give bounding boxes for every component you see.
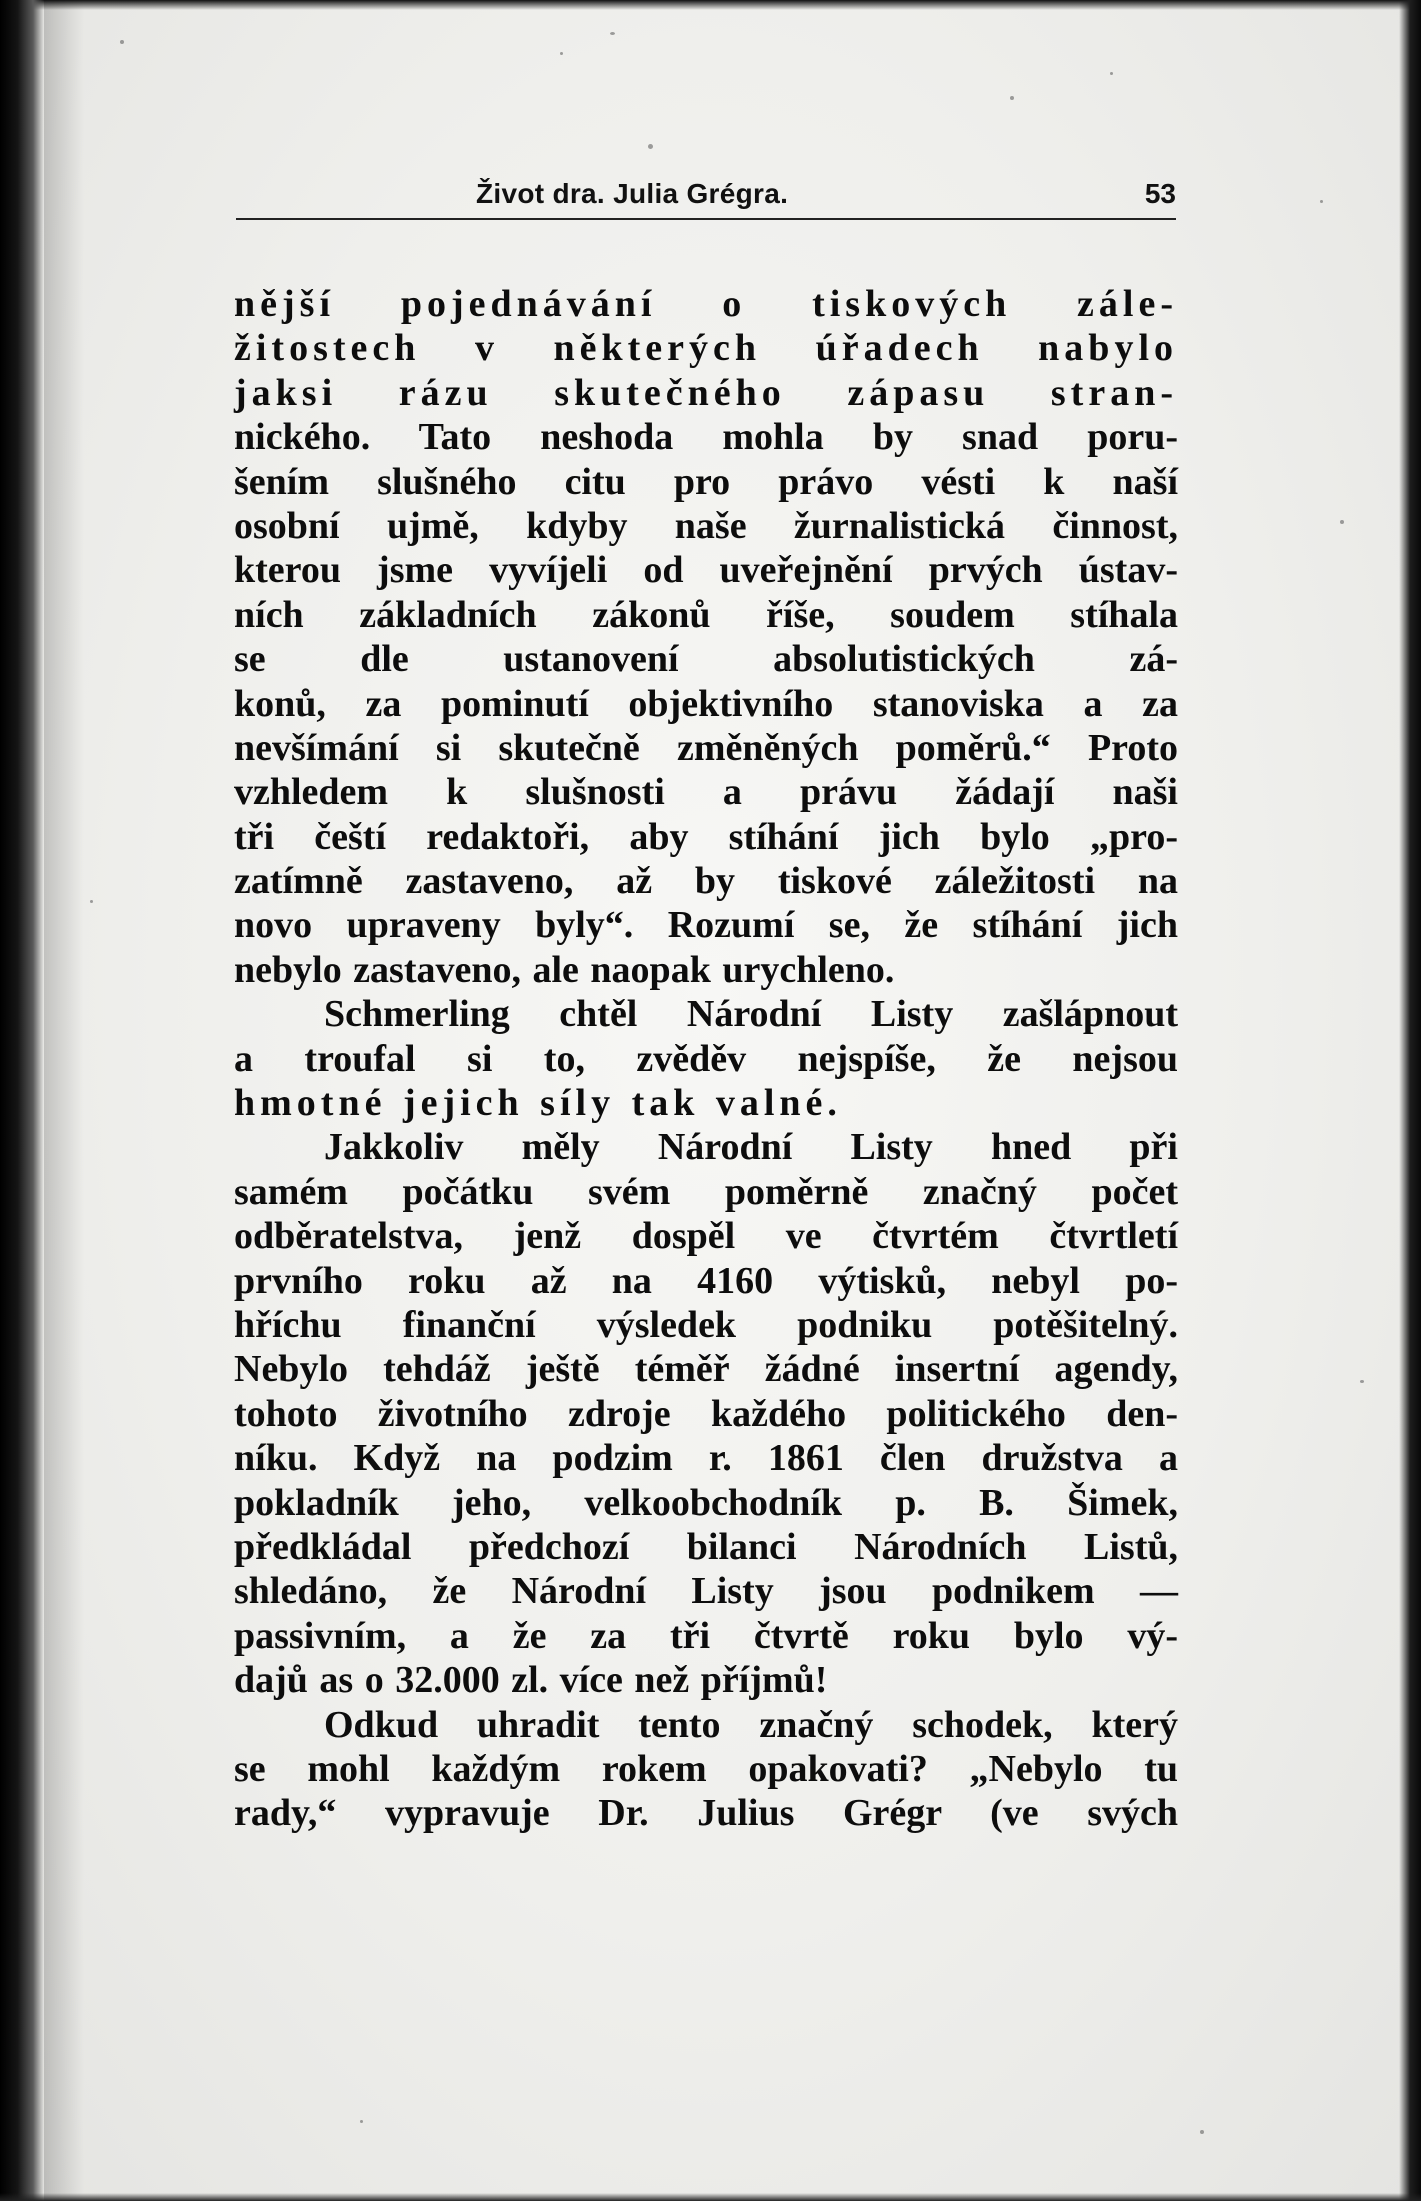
text-line: dajů as o 32.000 zl. více než příjmů! (234, 1659, 828, 1702)
text-line: samém počátku svém poměrně značný počet (234, 1170, 1178, 1213)
text-line: a troufal si to, zvěděv nejspíše, že nejsou (234, 1037, 1178, 1080)
text-line: Odkud uhradit tento značný schodek, který (324, 1703, 1178, 1746)
text-line: šením slušného citu pro právo vésti k naší (234, 460, 1178, 503)
book-binding-edge (0, 0, 44, 2201)
text-line: prvního roku až na 4160 výtisků, nebyl po- (234, 1259, 1178, 1302)
text-line: shledáno, že Národní Listy jsou podnikem — (234, 1570, 1178, 1613)
text-line: nického. Tato neshoda mohla by snad poru- (234, 416, 1178, 459)
scan-speck (1360, 1380, 1364, 1383)
text-line: nější pojednávání o tiskových zále- (234, 283, 1178, 325)
running-header (236, 178, 1176, 226)
text-line: se mohl každým rokem opakovati? „Nebylo tu (234, 1747, 1178, 1790)
page-number: 53 (1144, 178, 1176, 209)
text-line: vzhledem k slušnosti a právu žádají naši (234, 771, 1178, 814)
text-line: rady,“ vypravuje Dr. Julius Grégr (ve svých (234, 1792, 1178, 1835)
text-line: níku. Když na podzim r. 1861 člen družstva a (234, 1437, 1178, 1480)
scan-speck (648, 144, 653, 149)
text-line: jaksi rázu skutečného zápasu stran- (234, 371, 1178, 414)
text-line: pokladník jeho, velkoobchodník p. B. Šimek, (234, 1481, 1178, 1524)
text-line: nebylo zastaveno, ale naopak urychleno. (234, 948, 895, 991)
text-line: odběratelstva, jenž dospěl ve čtvrtém čtvrtletí (234, 1215, 1178, 1258)
scan-speck (610, 32, 615, 35)
scan-speck (90, 900, 93, 903)
text-line: osobní ujmě, kdyby naše žurnalistická činnost, (234, 504, 1178, 547)
scan-speck (1110, 72, 1113, 75)
text-line: hmotné jejich síly tak valné. (234, 1082, 842, 1125)
header-rule (236, 218, 1176, 220)
scan-top-edge (0, 0, 1421, 10)
text-line: Jakkoliv měly Národní Listy hned při (324, 1126, 1178, 1169)
scan-right-edge (1399, 0, 1421, 2201)
text-line: ních základních zákonů říše, soudem stíhala (234, 593, 1178, 636)
running-title: Život dra. Julia Grégra. (476, 178, 789, 209)
text-line: Nebylo tehdáž ještě téměř žádné insertní agendy, (234, 1348, 1178, 1391)
text-line: hříchu finanční výsledek podniku potěšitelný. (234, 1303, 1178, 1346)
text-line: novo upraveny byly“. Rozumí se, že stíhání jich (234, 904, 1178, 947)
scan-speck (360, 2120, 363, 2123)
text-line: předkládal předchozí bilanci Národních Listů, (234, 1525, 1178, 1568)
scan-bottom-edge (0, 2193, 1421, 2201)
scan-speck (1340, 520, 1344, 524)
binding-shadow (44, 0, 84, 2201)
text-line: tři čeští redaktoři, aby stíhání jich bylo „pro- (234, 815, 1178, 858)
text-line: Schmerling chtěl Národní Listy zašlápnout (324, 993, 1178, 1036)
scan-speck (560, 52, 563, 55)
text-line: kterou jsme vyvíjeli od uveřejnění prvých ústav- (234, 549, 1178, 592)
text-line: zatímně zastaveno, až by tiskové záležitosti na (234, 860, 1178, 903)
scan-speck (1200, 2130, 1204, 2134)
scan-speck (1320, 200, 1323, 203)
text-line: tohoto životního zdroje každého politického den- (234, 1392, 1178, 1435)
text-line: nevšímání si skutečně změněných poměrů.“ Proto (234, 726, 1178, 769)
text-line: žitostech v některých úřadech nabylo (234, 327, 1178, 370)
scan-speck (1010, 96, 1014, 100)
text-line: passivním, a že za tři čtvrtě roku bylo vý- (234, 1614, 1178, 1657)
scan-speck (120, 40, 124, 44)
text-line: se dle ustanovení absolutistických zá- (234, 638, 1178, 681)
text-line: konů, za pominutí objektivního stanoviska a za (234, 682, 1178, 725)
body-text (234, 282, 1178, 1836)
